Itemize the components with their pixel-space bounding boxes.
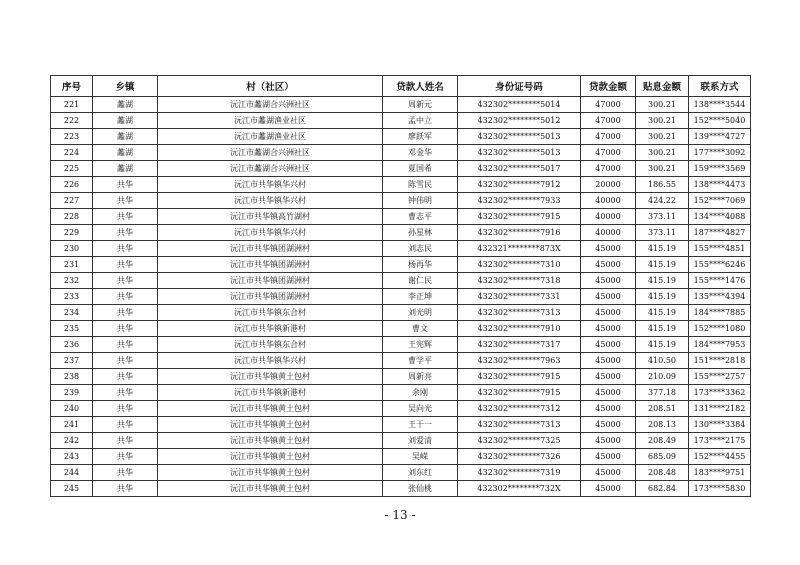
cell-id-number: 432302********5017 bbox=[458, 161, 581, 177]
cell-borrower-name: 曹志平 bbox=[383, 209, 458, 225]
cell-borrower-name: 邓金华 bbox=[383, 145, 458, 161]
cell-township: 共华 bbox=[93, 433, 158, 449]
cell-township: 共华 bbox=[93, 289, 158, 305]
cell-village: 沅江市共华镇团湖洲村 bbox=[158, 241, 383, 257]
cell-loan-amount: 45000 bbox=[581, 257, 636, 273]
cell-borrower-name: 刘志民 bbox=[383, 241, 458, 257]
cell-index: 226 bbox=[51, 177, 93, 193]
cell-loan-amount: 40000 bbox=[581, 209, 636, 225]
cell-borrower-name: 杨再华 bbox=[383, 257, 458, 273]
cell-township: 共华 bbox=[93, 401, 158, 417]
cell-subsidy-amount: 208.49 bbox=[636, 433, 689, 449]
cell-loan-amount: 45000 bbox=[581, 289, 636, 305]
cell-village: 沅江市共华镇黄土包村 bbox=[158, 433, 383, 449]
cell-id-number: 432302********7318 bbox=[458, 273, 581, 289]
cell-township: 共华 bbox=[93, 209, 158, 225]
cell-loan-amount: 40000 bbox=[581, 225, 636, 241]
cell-subsidy-amount: 208.48 bbox=[636, 465, 689, 481]
cell-village: 沅江市共华镇华兴村 bbox=[158, 353, 383, 369]
cell-loan-amount: 47000 bbox=[581, 113, 636, 129]
table-row bbox=[51, 465, 751, 481]
table-row bbox=[51, 385, 751, 401]
cell-subsidy-amount: 685.09 bbox=[636, 449, 689, 465]
cell-index: 231 bbox=[51, 257, 93, 273]
cell-contact: 151****2818 bbox=[689, 353, 751, 369]
cell-subsidy-amount: 424.22 bbox=[636, 193, 689, 209]
cell-borrower-name: 李正坤 bbox=[383, 289, 458, 305]
cell-id-number: 432302********7933 bbox=[458, 193, 581, 209]
cell-subsidy-amount: 415.19 bbox=[636, 257, 689, 273]
cell-subsidy-amount: 300.21 bbox=[636, 145, 689, 161]
cell-loan-amount: 45000 bbox=[581, 465, 636, 481]
cell-id-number: 432302********7910 bbox=[458, 321, 581, 337]
cell-loan-amount: 45000 bbox=[581, 241, 636, 257]
cell-subsidy-amount: 208.13 bbox=[636, 417, 689, 433]
cell-village: 沅江市蠡湖合兴洲社区 bbox=[158, 145, 383, 161]
cell-township: 共华 bbox=[93, 385, 158, 401]
cell-borrower-name: 周新元 bbox=[383, 97, 458, 113]
cell-index: 223 bbox=[51, 129, 93, 145]
cell-index: 239 bbox=[51, 385, 93, 401]
cell-village: 沅江市蠡湖合兴洲社区 bbox=[158, 161, 383, 177]
cell-contact: 135****4394 bbox=[689, 289, 751, 305]
table-row bbox=[51, 129, 751, 145]
cell-loan-amount: 45000 bbox=[581, 337, 636, 353]
cell-contact: 131****2182 bbox=[689, 401, 751, 417]
cell-id-number: 432321********873X bbox=[458, 241, 581, 257]
cell-loan-amount: 45000 bbox=[581, 417, 636, 433]
cell-village: 沅江市蠡湖合兴洲社区 bbox=[158, 97, 383, 113]
cell-contact: 155****1476 bbox=[689, 273, 751, 289]
cell-index: 233 bbox=[51, 289, 93, 305]
cell-township: 蠡湖 bbox=[93, 161, 158, 177]
cell-loan-amount: 45000 bbox=[581, 353, 636, 369]
cell-id-number: 432302********7312 bbox=[458, 401, 581, 417]
cell-village: 沅江市共华镇东合村 bbox=[158, 305, 383, 321]
cell-loan-amount: 45000 bbox=[581, 305, 636, 321]
cell-id-number: 432302********7313 bbox=[458, 305, 581, 321]
cell-borrower-name: 孟中立 bbox=[383, 113, 458, 129]
cell-village: 沅江市共华镇黄土包村 bbox=[158, 417, 383, 433]
table-row bbox=[51, 321, 751, 337]
cell-borrower-name: 孙星林 bbox=[383, 225, 458, 241]
table-row bbox=[51, 433, 751, 449]
cell-loan-amount: 40000 bbox=[581, 193, 636, 209]
cell-id-number: 432302********5012 bbox=[458, 113, 581, 129]
cell-index: 235 bbox=[51, 321, 93, 337]
cell-index: 241 bbox=[51, 417, 93, 433]
cell-township: 共华 bbox=[93, 225, 158, 241]
table-row bbox=[51, 401, 751, 417]
table-row bbox=[51, 193, 751, 209]
cell-index: 245 bbox=[51, 481, 93, 497]
cell-village: 沅江市共华镇团湖洲村 bbox=[158, 289, 383, 305]
cell-borrower-name: 刘光明 bbox=[383, 305, 458, 321]
cell-township: 共华 bbox=[93, 465, 158, 481]
cell-subsidy-amount: 415.19 bbox=[636, 305, 689, 321]
cell-id-number: 432302********5013 bbox=[458, 145, 581, 161]
cell-contact: 184****7885 bbox=[689, 305, 751, 321]
cell-township: 共华 bbox=[93, 337, 158, 353]
cell-village: 沅江市共华镇黄土包村 bbox=[158, 481, 383, 497]
cell-contact: 155****6246 bbox=[689, 257, 751, 273]
cell-township: 蠡湖 bbox=[93, 129, 158, 145]
cell-contact: 152****1080 bbox=[689, 321, 751, 337]
cell-contact: 130****3384 bbox=[689, 417, 751, 433]
header-contact: 联系方式 bbox=[689, 76, 751, 97]
cell-township: 共华 bbox=[93, 305, 158, 321]
header-row bbox=[51, 76, 751, 97]
table-row bbox=[51, 369, 751, 385]
cell-township: 共华 bbox=[93, 177, 158, 193]
cell-loan-amount: 45000 bbox=[581, 449, 636, 465]
cell-township: 共华 bbox=[93, 353, 158, 369]
cell-contact: 134****4088 bbox=[689, 209, 751, 225]
cell-loan-amount: 47000 bbox=[581, 161, 636, 177]
cell-contact: 152****7069 bbox=[689, 193, 751, 209]
cell-township: 蠡湖 bbox=[93, 97, 158, 113]
cell-village: 沅江市共华镇团湖洲村 bbox=[158, 257, 383, 273]
cell-township: 共华 bbox=[93, 257, 158, 273]
cell-index: 225 bbox=[51, 161, 93, 177]
cell-id-number: 432302********5014 bbox=[458, 97, 581, 113]
table-body bbox=[51, 97, 751, 497]
cell-subsidy-amount: 415.19 bbox=[636, 289, 689, 305]
table-row bbox=[51, 481, 751, 497]
cell-loan-amount: 45000 bbox=[581, 433, 636, 449]
cell-village: 沅江市共华镇华兴村 bbox=[158, 177, 383, 193]
cell-subsidy-amount: 415.19 bbox=[636, 241, 689, 257]
cell-index: 222 bbox=[51, 113, 93, 129]
table-row bbox=[51, 273, 751, 289]
cell-id-number: 432302********7326 bbox=[458, 449, 581, 465]
table-row bbox=[51, 257, 751, 273]
cell-id-number: 432302********7319 bbox=[458, 465, 581, 481]
cell-contact: 187****4827 bbox=[689, 225, 751, 241]
cell-contact: 183****9751 bbox=[689, 465, 751, 481]
cell-contact: 152****5040 bbox=[689, 113, 751, 129]
cell-village: 沅江市蠡湖渔业社区 bbox=[158, 113, 383, 129]
cell-contact: 139****4727 bbox=[689, 129, 751, 145]
cell-id-number: 432302********732X bbox=[458, 481, 581, 497]
cell-id-number: 432302********7916 bbox=[458, 225, 581, 241]
table-row bbox=[51, 145, 751, 161]
header-village: 村（社区） bbox=[158, 76, 383, 97]
cell-id-number: 432302********7313 bbox=[458, 417, 581, 433]
cell-contact: 155****4851 bbox=[689, 241, 751, 257]
table-row bbox=[51, 337, 751, 353]
cell-borrower-name: 钟伟明 bbox=[383, 193, 458, 209]
cell-village: 沅江市共华镇黄土包村 bbox=[158, 465, 383, 481]
cell-township: 蠡湖 bbox=[93, 145, 158, 161]
cell-subsidy-amount: 415.19 bbox=[636, 337, 689, 353]
cell-index: 228 bbox=[51, 209, 93, 225]
cell-loan-amount: 45000 bbox=[581, 369, 636, 385]
cell-borrower-name: 夏国希 bbox=[383, 161, 458, 177]
cell-subsidy-amount: 208.51 bbox=[636, 401, 689, 417]
table-row bbox=[51, 209, 751, 225]
cell-subsidy-amount: 186.55 bbox=[636, 177, 689, 193]
cell-borrower-name: 曹学平 bbox=[383, 353, 458, 369]
cell-loan-amount: 45000 bbox=[581, 321, 636, 337]
cell-index: 236 bbox=[51, 337, 93, 353]
cell-subsidy-amount: 300.21 bbox=[636, 97, 689, 113]
cell-village: 沅江市共华镇华兴村 bbox=[158, 193, 383, 209]
cell-contact: 152****4455 bbox=[689, 449, 751, 465]
cell-borrower-name: 周新亮 bbox=[383, 369, 458, 385]
cell-id-number: 432302********7912 bbox=[458, 177, 581, 193]
cell-id-number: 432302********7915 bbox=[458, 385, 581, 401]
cell-loan-amount: 45000 bbox=[581, 401, 636, 417]
cell-subsidy-amount: 300.21 bbox=[636, 129, 689, 145]
header-index: 序号 bbox=[51, 76, 93, 97]
cell-township: 共华 bbox=[93, 241, 158, 257]
cell-loan-amount: 45000 bbox=[581, 273, 636, 289]
cell-index: 238 bbox=[51, 369, 93, 385]
cell-loan-amount: 47000 bbox=[581, 129, 636, 145]
cell-village: 沅江市蠡湖渔业社区 bbox=[158, 129, 383, 145]
cell-loan-amount: 45000 bbox=[581, 481, 636, 497]
header-loan-amount: 贷款金额 bbox=[581, 76, 636, 97]
loan-subsidy-table bbox=[50, 75, 751, 497]
cell-village: 沅江市共华镇团湖洲村 bbox=[158, 273, 383, 289]
cell-id-number: 432302********7317 bbox=[458, 337, 581, 353]
cell-id-number: 432302********7310 bbox=[458, 257, 581, 273]
cell-index: 230 bbox=[51, 241, 93, 257]
cell-contact: 138****3544 bbox=[689, 97, 751, 113]
cell-borrower-name: 吴嵘 bbox=[383, 449, 458, 465]
cell-contact: 177****3092 bbox=[689, 145, 751, 161]
cell-subsidy-amount: 300.21 bbox=[636, 161, 689, 177]
header-township: 乡镇 bbox=[93, 76, 158, 97]
cell-index: 240 bbox=[51, 401, 93, 417]
cell-borrower-name: 吴向光 bbox=[383, 401, 458, 417]
cell-village: 沅江市共华镇高竹湖村 bbox=[158, 209, 383, 225]
cell-village: 沅江市共华镇黄土包村 bbox=[158, 449, 383, 465]
cell-township: 共华 bbox=[93, 321, 158, 337]
cell-index: 237 bbox=[51, 353, 93, 369]
cell-id-number: 432302********7963 bbox=[458, 353, 581, 369]
cell-borrower-name: 刘爱清 bbox=[383, 433, 458, 449]
cell-subsidy-amount: 373.11 bbox=[636, 209, 689, 225]
table-row bbox=[51, 97, 751, 113]
cell-loan-amount: 47000 bbox=[581, 97, 636, 113]
cell-borrower-name: 王宪辉 bbox=[383, 337, 458, 353]
cell-index: 244 bbox=[51, 465, 93, 481]
cell-borrower-name: 刘东红 bbox=[383, 465, 458, 481]
cell-borrower-name: 王干一 bbox=[383, 417, 458, 433]
cell-subsidy-amount: 410.50 bbox=[636, 353, 689, 369]
table-row bbox=[51, 113, 751, 129]
cell-township: 共华 bbox=[93, 481, 158, 497]
cell-borrower-name: 张仙桃 bbox=[383, 481, 458, 497]
cell-borrower-name: 廖跃军 bbox=[383, 129, 458, 145]
table-row bbox=[51, 177, 751, 193]
cell-village: 沅江市共华镇东合村 bbox=[158, 337, 383, 353]
table-row bbox=[51, 225, 751, 241]
table-row bbox=[51, 289, 751, 305]
cell-id-number: 432302********7915 bbox=[458, 369, 581, 385]
cell-township: 共华 bbox=[93, 369, 158, 385]
cell-subsidy-amount: 210.09 bbox=[636, 369, 689, 385]
cell-loan-amount: 20000 bbox=[581, 177, 636, 193]
cell-contact: 184****7953 bbox=[689, 337, 751, 353]
cell-borrower-name: 陈雪民 bbox=[383, 177, 458, 193]
cell-subsidy-amount: 377.18 bbox=[636, 385, 689, 401]
cell-township: 共华 bbox=[93, 193, 158, 209]
cell-township: 共华 bbox=[93, 417, 158, 433]
cell-index: 243 bbox=[51, 449, 93, 465]
cell-index: 221 bbox=[51, 97, 93, 113]
cell-id-number: 432302********7331 bbox=[458, 289, 581, 305]
cell-village: 沅江市共华镇黄土包村 bbox=[158, 369, 383, 385]
cell-contact: 173****2175 bbox=[689, 433, 751, 449]
cell-contact: 138****4473 bbox=[689, 177, 751, 193]
table-row bbox=[51, 305, 751, 321]
cell-index: 227 bbox=[51, 193, 93, 209]
cell-village: 沅江市共华镇新港村 bbox=[158, 321, 383, 337]
cell-village: 沅江市共华镇黄土包村 bbox=[158, 401, 383, 417]
cell-subsidy-amount: 682.84 bbox=[636, 481, 689, 497]
cell-index: 234 bbox=[51, 305, 93, 321]
cell-subsidy-amount: 373.11 bbox=[636, 225, 689, 241]
cell-township: 共华 bbox=[93, 273, 158, 289]
cell-index: 242 bbox=[51, 433, 93, 449]
cell-village: 沅江市共华镇新港村 bbox=[158, 385, 383, 401]
table-row bbox=[51, 241, 751, 257]
cell-index: 224 bbox=[51, 145, 93, 161]
cell-index: 229 bbox=[51, 225, 93, 241]
header-borrower-name: 贷款人姓名 bbox=[383, 76, 458, 97]
cell-village: 沅江市共华镇华兴村 bbox=[158, 225, 383, 241]
cell-id-number: 432302********7915 bbox=[458, 209, 581, 225]
table-row bbox=[51, 353, 751, 369]
cell-subsidy-amount: 415.19 bbox=[636, 321, 689, 337]
cell-township: 蠡湖 bbox=[93, 113, 158, 129]
cell-subsidy-amount: 300.21 bbox=[636, 113, 689, 129]
cell-township: 共华 bbox=[93, 449, 158, 465]
cell-contact: 173****5830 bbox=[689, 481, 751, 497]
cell-subsidy-amount: 415.19 bbox=[636, 273, 689, 289]
cell-borrower-name: 谢仁民 bbox=[383, 273, 458, 289]
cell-borrower-name: 余刚 bbox=[383, 385, 458, 401]
cell-index: 232 bbox=[51, 273, 93, 289]
header-subsidy-amount: 贴息金额 bbox=[636, 76, 689, 97]
cell-id-number: 432302********5013 bbox=[458, 129, 581, 145]
cell-loan-amount: 45000 bbox=[581, 385, 636, 401]
cell-borrower-name: 曹文 bbox=[383, 321, 458, 337]
table-row bbox=[51, 161, 751, 177]
header-id-number: 身份证号码 bbox=[458, 76, 581, 97]
cell-id-number: 432302********7325 bbox=[458, 433, 581, 449]
cell-contact: 159****3569 bbox=[689, 161, 751, 177]
table-row bbox=[51, 417, 751, 433]
page-number: - 13 - bbox=[384, 508, 416, 522]
cell-contact: 173****3362 bbox=[689, 385, 751, 401]
table-row bbox=[51, 449, 751, 465]
cell-contact: 155****2757 bbox=[689, 369, 751, 385]
cell-loan-amount: 47000 bbox=[581, 145, 636, 161]
